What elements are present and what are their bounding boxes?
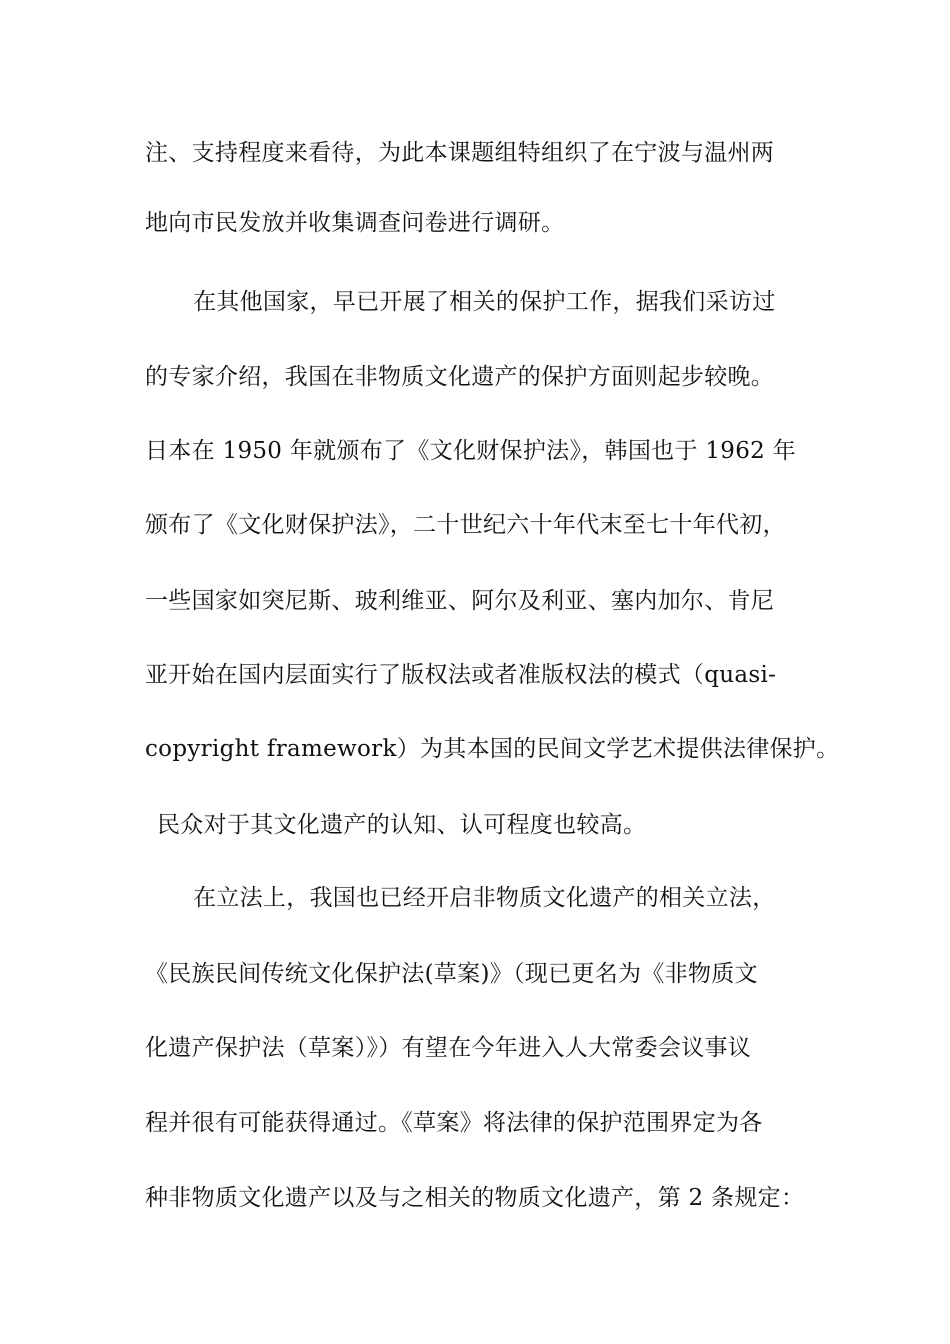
text-line-6: 颁布了《文化财保护法》，二十世纪六十年代末至七十年代初， [145, 512, 786, 538]
text-line-13: 化遗产保护法（草案）》）有望在今年进入人大常委会议事议 [145, 1035, 752, 1061]
text-line-15: 种非物质文化遗产以及与之相关的物质文化遗产，第 2 条规定： [145, 1185, 805, 1211]
text-line-11: 在立法上，我国也已经开启非物质文化遗产的相关立法， [193, 885, 776, 911]
text-line-3: 在其他国家，早已开展了相关的保护工作，据我们采访过 [193, 289, 776, 315]
text-line-7: 一些国家如突尼斯、玻利维亚、阿尔及利亚、塞内加尔、肯尼 [145, 588, 775, 614]
text-line-9: copyright framework）为其本国的民间文学艺术提供法律保护。 [145, 736, 840, 762]
text-line-2: 地向市民发放并收集调查问卷进行调研。 [145, 210, 565, 236]
text-line-5: 日本在 1950 年就颁布了《文化财保护法》，韩国也于 1962 年 [145, 438, 797, 464]
text-line-4: 的专家介绍，我国在非物质文化遗产的保护方面则起步较晚。 [145, 364, 775, 390]
text-line-8: 亚开始在国内层面实行了版权法或者准版权法的模式（quasi- [145, 662, 777, 688]
text-line-1: 注、支持程度来看待，为此本课题组特组织了在宁波与温州两 [145, 140, 775, 166]
text-line-12: 《民族民间传统文化保护法(草案)》（现已更名为《非物质文 [145, 961, 758, 987]
text-line-10: 民众对于其文化遗产的认知、认可程度也较高。 [157, 812, 647, 838]
text-line-14: 程并很有可能获得通过。《草案》将法律的保护范围界定为各 [145, 1110, 763, 1136]
